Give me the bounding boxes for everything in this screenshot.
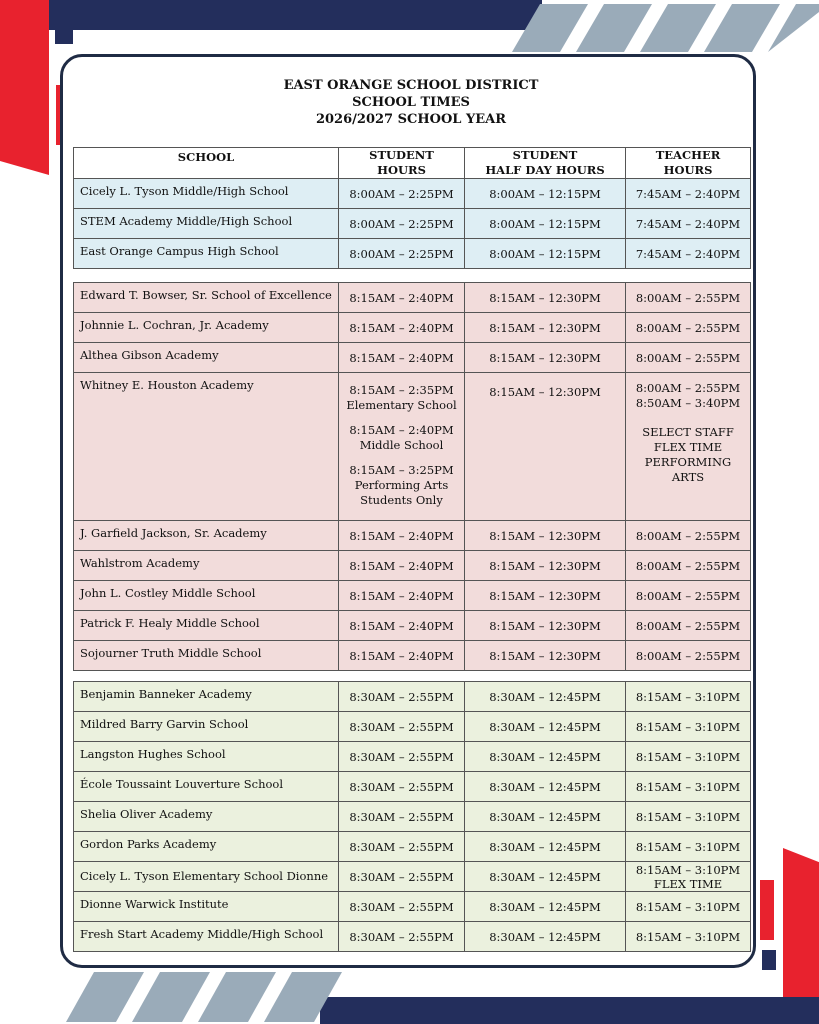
- houston-teacher-time-2: 8:50AM – 3:40PM: [635, 396, 741, 410]
- student-hours: 8:30AM – 2:55PM: [339, 922, 465, 952]
- half-day-hours: 8:15AM – 12:30PM: [465, 343, 626, 373]
- table-row: [74, 802, 751, 832]
- school-name: Shelia Oliver Academy: [74, 802, 339, 832]
- half-day-hours: 8:00AM – 12:15PM: [465, 179, 626, 209]
- document-title: [60, 77, 762, 128]
- table-row: [74, 551, 751, 581]
- table-row: [74, 922, 751, 952]
- schedule-table-group-1: [73, 147, 751, 269]
- title-district: EAST ORANGE SCHOOL DISTRICT: [283, 78, 539, 93]
- student-hours: 8:15AM – 2:40PM: [339, 521, 465, 551]
- school-name: Cicely L. Tyson Elementary School Dionne: [74, 862, 339, 892]
- houston-mid-label: Middle School: [359, 438, 444, 452]
- houston-teacher-time-1: 8:00AM – 2:55PM: [635, 381, 741, 395]
- school-name: Whitney E. Houston Academy: [74, 373, 339, 521]
- teacher-hours: 8:00AM – 2:55PM: [626, 521, 751, 551]
- houston-pa-label-1: Performing Arts: [354, 478, 449, 492]
- school-name: Langston Hughes School: [74, 742, 339, 772]
- houston-pa-time: 8:15AM – 3:25PM: [349, 463, 454, 477]
- header-half-day-hours: STUDENT HALF DAY HOURS: [465, 148, 626, 179]
- top-navy-bar: [14, 0, 542, 30]
- teacher-hours: 7:45AM – 2:40PM: [626, 239, 751, 269]
- teacher-hours: 8:15AM – 3:10PM: [626, 712, 751, 742]
- header-student-hours: STUDENT HOURS: [339, 148, 465, 179]
- school-name: Benjamin Banneker Academy: [74, 682, 339, 712]
- top-right-slate-stripes: [500, 0, 819, 56]
- table-row: [74, 239, 751, 269]
- student-hours: 8:00AM – 2:25PM: [339, 179, 465, 209]
- student-hours: 8:15AM – 2:40PM: [339, 611, 465, 641]
- teacher-hours: 8:00AM – 2:55PM: [626, 313, 751, 343]
- student-hours: 8:00AM – 2:25PM: [339, 209, 465, 239]
- houston-mid-time: 8:15AM – 2:40PM: [349, 423, 454, 437]
- student-hours: 8:15AM – 2:40PM: [339, 283, 465, 313]
- half-day-hours: 8:15AM – 12:30PM: [465, 581, 626, 611]
- houston-teacher-note-1: SELECT STAFF: [642, 425, 734, 439]
- school-name: Mildred Barry Garvin School: [74, 712, 339, 742]
- schedule-table-group-3: [73, 681, 751, 952]
- teacher-hours: 8:00AM – 2:55PM: [626, 343, 751, 373]
- half-day-hours: 8:30AM – 12:45PM: [465, 922, 626, 952]
- school-name: Cicely L. Tyson Middle/High School: [74, 179, 339, 209]
- school-name: Dionne Warwick Institute: [74, 892, 339, 922]
- houston-teacher-note-3: PERFORMING: [644, 455, 732, 469]
- teacher-hours: 8:00AM – 2:55PM: [626, 581, 751, 611]
- school-name: John L. Costley Middle School: [74, 581, 339, 611]
- half-day-hours: 8:15AM – 12:30PM: [465, 611, 626, 641]
- title-school-year: 2026/2027 SCHOOL YEAR: [315, 112, 507, 127]
- school-name: Althea Gibson Academy: [74, 343, 339, 373]
- left-navy-stripe: [55, 30, 73, 44]
- half-day-hours: 8:30AM – 12:45PM: [465, 862, 626, 892]
- table-row: [74, 313, 751, 343]
- student-hours: 8:30AM – 2:55PM: [339, 742, 465, 772]
- right-red-stripe: [760, 880, 774, 940]
- teacher-hours: 8:15AM – 3:10PM: [626, 682, 751, 712]
- right-navy-stripe: [762, 950, 776, 970]
- student-hours: 8:15AM – 2:40PM: [339, 313, 465, 343]
- student-hours: 8:15AM – 2:40PM: [339, 343, 465, 373]
- houston-elem-time: 8:15AM – 2:35PM: [349, 383, 454, 397]
- student-hours: 8:30AM – 2:55PM: [339, 772, 465, 802]
- teacher-hours: 8:00AM – 2:55PM: [626, 283, 751, 313]
- school-name: Patrick F. Healy Middle School: [74, 611, 339, 641]
- left-red-panel: [0, 0, 49, 175]
- student-hours: 8:30AM – 2:55PM: [339, 892, 465, 922]
- teacher-hours: 8:15AM – 3:10PM: [626, 802, 751, 832]
- school-name: East Orange Campus High School: [74, 239, 339, 269]
- school-name: Gordon Parks Academy: [74, 832, 339, 862]
- teacher-hours: 7:45AM – 2:40PM: [626, 179, 751, 209]
- teacher-hours: 8:15AM – 3:10PM: [635, 862, 741, 877]
- half-day-hours: 8:00AM – 12:15PM: [465, 239, 626, 269]
- teacher-hours: 7:45AM – 2:40PM: [626, 209, 751, 239]
- school-name: Fresh Start Academy Middle/High School: [74, 922, 339, 952]
- student-hours: 8:30AM – 2:55PM: [339, 832, 465, 862]
- teacher-hours: 8:15AM – 3:10PM: [626, 772, 751, 802]
- half-day-hours: 8:15AM – 12:30PM: [465, 373, 626, 521]
- table-row: [74, 641, 751, 671]
- table-row: [74, 283, 751, 313]
- bottom-left-slate-stripes: [60, 970, 360, 1024]
- header-school: SCHOOL: [74, 148, 339, 179]
- title-school-times: SCHOOL TIMES: [352, 95, 470, 110]
- school-name: École Toussaint Louverture School: [74, 772, 339, 802]
- table-row: [74, 581, 751, 611]
- student-hours: 8:30AM – 2:55PM: [339, 682, 465, 712]
- table-row: [74, 682, 751, 712]
- houston-pa-label-2: Students Only: [360, 493, 443, 507]
- school-name: Sojourner Truth Middle School: [74, 641, 339, 671]
- student-hours: 8:15AM – 2:40PM: [339, 551, 465, 581]
- student-hours: 8:15AM – 2:40PM: [339, 581, 465, 611]
- half-day-hours: 8:15AM – 12:30PM: [465, 283, 626, 313]
- school-name: J. Garfield Jackson, Sr. Academy: [74, 521, 339, 551]
- half-day-hours: 8:30AM – 12:45PM: [465, 832, 626, 862]
- teacher-hours: 8:15AM – 3:10PM: [626, 922, 751, 952]
- student-hours: 8:30AM – 2:55PM: [339, 712, 465, 742]
- half-day-hours: 8:15AM – 12:30PM: [465, 641, 626, 671]
- teacher-note-flex: FLEX TIME: [653, 876, 723, 891]
- school-name: Wahlstrom Academy: [74, 551, 339, 581]
- half-day-hours: 8:00AM – 12:15PM: [465, 209, 626, 239]
- teacher-hours: 8:00AM – 2:55PM: [626, 551, 751, 581]
- teacher-hours: 8:00AM – 2:55PM: [626, 641, 751, 671]
- table-row: [74, 521, 751, 551]
- half-day-hours: 8:30AM – 12:45PM: [465, 712, 626, 742]
- table-row: [74, 712, 751, 742]
- teacher-hours: 8:00AM – 2:55PM: [626, 611, 751, 641]
- teacher-hours: 8:15AM – 3:10PM: [626, 892, 751, 922]
- houston-teacher-note-2: FLEX TIME: [653, 440, 723, 454]
- table-row: [74, 611, 751, 641]
- table-row-houston: [74, 373, 751, 521]
- table-row: [74, 209, 751, 239]
- student-hours: 8:00AM – 2:25PM: [339, 239, 465, 269]
- half-day-hours: 8:15AM – 12:30PM: [465, 551, 626, 581]
- school-name: STEM Academy Middle/High School: [74, 209, 339, 239]
- school-name: Johnnie L. Cochran, Jr. Academy: [74, 313, 339, 343]
- schedule-table-group-2: [73, 282, 751, 671]
- table-row: [74, 179, 751, 209]
- half-day-hours: 8:15AM – 12:30PM: [465, 313, 626, 343]
- half-day-hours: 8:30AM – 12:45PM: [465, 742, 626, 772]
- table-row: [74, 772, 751, 802]
- table-row-tyson-elementary: [74, 862, 751, 892]
- table-row: [74, 892, 751, 922]
- half-day-hours: 8:15AM – 12:30PM: [465, 521, 626, 551]
- half-day-hours: 8:30AM – 12:45PM: [465, 682, 626, 712]
- teacher-hours: 8:15AM – 3:10PM: [626, 832, 751, 862]
- student-hours: 8:15AM – 2:40PM: [339, 641, 465, 671]
- header-teacher-hours: TEACHER HOURS: [626, 148, 751, 179]
- half-day-hours: 8:30AM – 12:45PM: [465, 892, 626, 922]
- table-header-row: [74, 148, 751, 179]
- school-name: Edward T. Bowser, Sr. School of Excellence: [74, 283, 339, 313]
- table-row: [74, 343, 751, 373]
- houston-elem-label: Elementary School: [346, 398, 457, 412]
- bottom-navy-bar: [320, 997, 819, 1024]
- half-day-hours: 8:30AM – 12:45PM: [465, 772, 626, 802]
- teacher-hours: 8:15AM – 3:10PM: [626, 742, 751, 772]
- table-row: [74, 742, 751, 772]
- houston-teacher-note-4: ARTS: [671, 470, 705, 484]
- table-row: [74, 832, 751, 862]
- student-hours: 8:30AM – 2:55PM: [339, 862, 465, 892]
- half-day-hours: 8:30AM – 12:45PM: [465, 802, 626, 832]
- student-hours: 8:30AM – 2:55PM: [339, 802, 465, 832]
